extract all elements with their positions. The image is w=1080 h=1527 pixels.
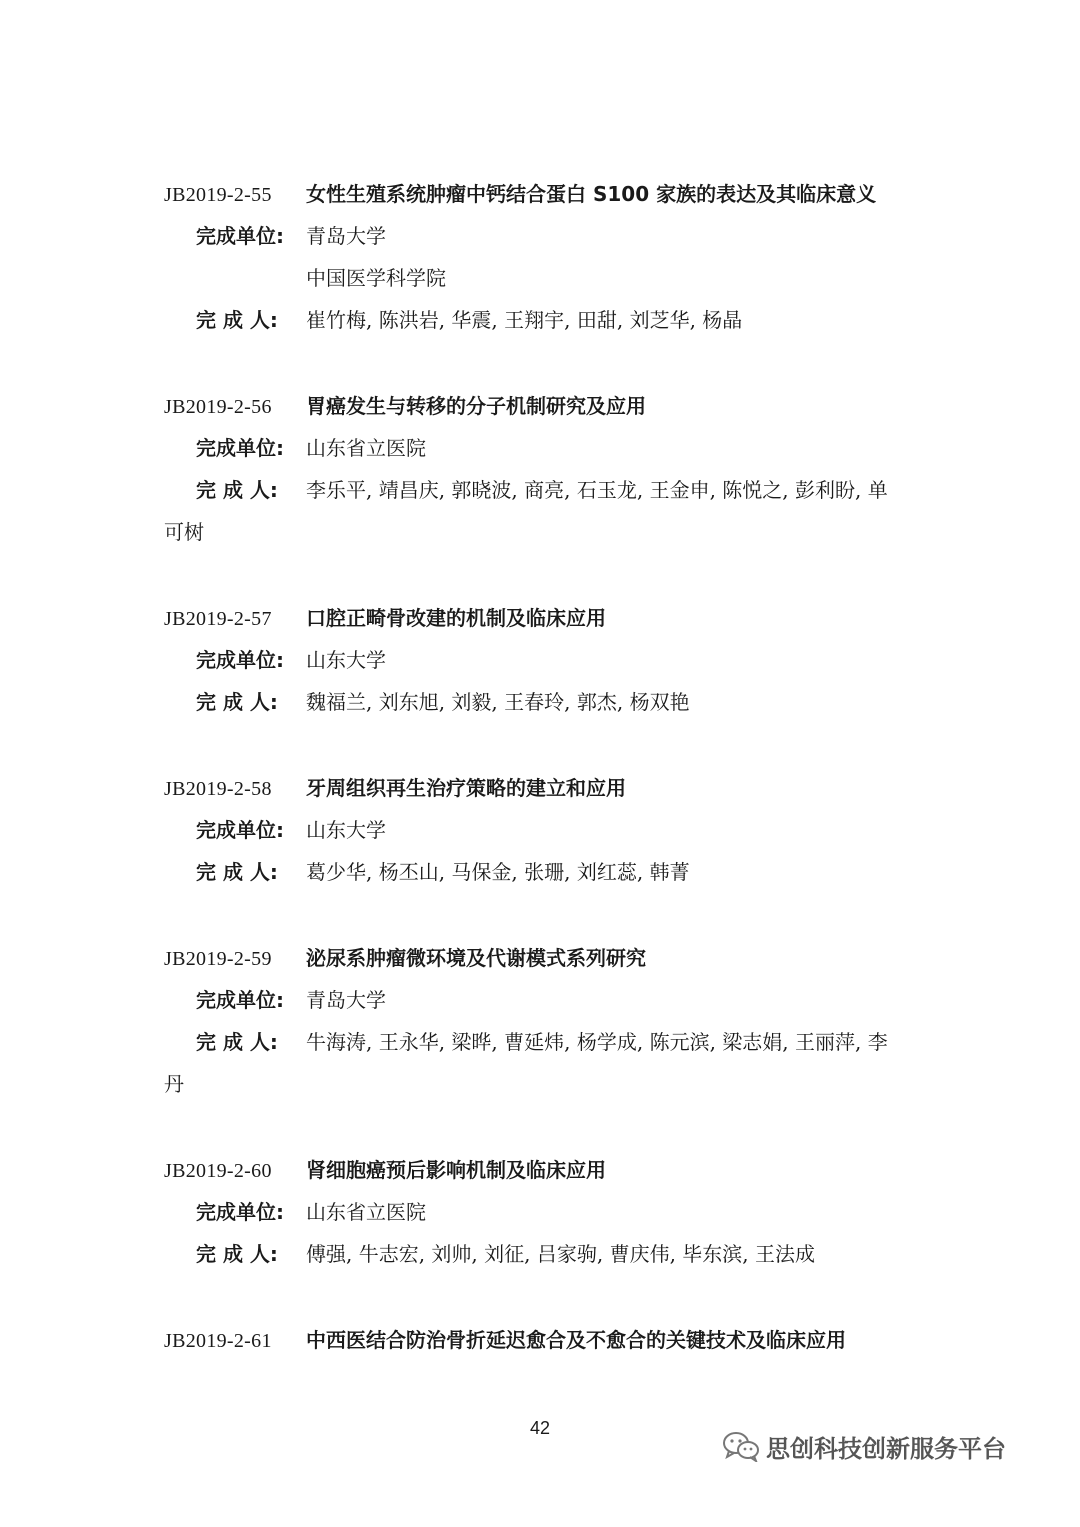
unit-label: 完成单位: [196, 224, 284, 248]
people-row [164, 851, 924, 893]
people-row-cont [164, 1063, 924, 1105]
entry-jb2019-2-57 [164, 597, 924, 723]
entry-heading [164, 1149, 924, 1191]
people-row [164, 469, 924, 511]
unit-label: 完成单位: [196, 1200, 284, 1224]
people-value-cont: 可树 [164, 520, 204, 544]
entry-jb2019-2-60 [164, 1149, 924, 1275]
entry-heading [164, 937, 924, 979]
unit-row [164, 427, 924, 469]
entry-title: 女性生殖系统肿瘤中钙结合蛋白 S100 家族的表达及其临床意义 [306, 182, 877, 206]
entry-title: 牙周组织再生治疗策略的建立和应用 [306, 776, 626, 800]
unit-row [164, 1191, 924, 1233]
unit-value: 中国医学科学院 [306, 266, 446, 290]
unit-value: 山东省立医院 [306, 1200, 426, 1224]
unit-row [164, 979, 924, 1021]
people-value: 李乐平, 靖昌庆, 郭晓波, 商亮, 石玉龙, 王金申, 陈悦之, 彭利盼, 单 [306, 478, 888, 502]
entry-title: 口腔正畸骨改建的机制及临床应用 [306, 606, 606, 630]
people-row [164, 1021, 924, 1063]
entry-heading [164, 385, 924, 427]
entry-code: JB2019-2-59 [164, 948, 272, 970]
unit-value: 山东大学 [306, 818, 386, 842]
entry-code: JB2019-2-58 [164, 778, 272, 800]
entry-title: 中西医结合防治骨折延迟愈合及不愈合的关键技术及临床应用 [306, 1328, 846, 1352]
unit-row [164, 809, 924, 851]
entry-heading [164, 1319, 924, 1361]
people-value: 葛少华, 杨丕山, 马保金, 张珊, 刘红蕊, 韩菁 [306, 860, 690, 884]
entry-jb2019-2-58 [164, 767, 924, 893]
unit-label: 完成单位: [196, 988, 284, 1012]
entry-jb2019-2-59 [164, 937, 924, 1105]
entry-title: 泌尿系肿瘤微环境及代谢模式系列研究 [306, 946, 646, 970]
people-label: 完 成 人: [196, 1242, 278, 1266]
entry-heading [164, 173, 924, 215]
entry-heading [164, 767, 924, 809]
page-number: 42 [529, 1418, 551, 1438]
unit-label: 完成单位: [196, 436, 284, 460]
watermark-text: 思创科技创新服务平台 [766, 1434, 1006, 1463]
entry-heading [164, 597, 924, 639]
entry-jb2019-2-61 [164, 1319, 924, 1361]
people-value: 傅强, 牛志宏, 刘帅, 刘征, 吕家驹, 曹庆伟, 毕东滨, 王法成 [306, 1242, 816, 1266]
people-value: 崔竹梅, 陈洪岩, 华震, 王翔宇, 田甜, 刘芝华, 杨晶 [306, 308, 743, 332]
people-value: 牛海涛, 王永华, 梁晔, 曹延炜, 杨学成, 陈元滨, 梁志娟, 王丽萍, 李 [306, 1030, 888, 1054]
entry-code: JB2019-2-55 [164, 184, 272, 206]
people-row [164, 1233, 924, 1275]
watermark [722, 1426, 1006, 1466]
unit-row [164, 639, 924, 681]
unit-label: 完成单位: [196, 648, 284, 672]
people-label: 完 成 人: [196, 1030, 278, 1054]
people-value: 魏福兰, 刘东旭, 刘毅, 王春玲, 郭杰, 杨双艳 [306, 690, 690, 714]
wechat-icon [722, 1430, 760, 1462]
people-row [164, 299, 924, 341]
unit-value: 山东大学 [306, 648, 386, 672]
entry-title: 胃癌发生与转移的分子机制研究及应用 [306, 394, 646, 418]
entry-title: 肾细胞癌预后影响机制及临床应用 [306, 1158, 606, 1182]
people-row [164, 681, 924, 723]
unit-value: 青岛大学 [306, 988, 386, 1012]
people-row-cont [164, 511, 924, 553]
unit-row [164, 215, 924, 257]
unit-value: 山东省立医院 [306, 436, 426, 460]
people-value-cont: 丹 [164, 1072, 184, 1096]
people-label: 完 成 人: [196, 860, 278, 884]
unit-value: 青岛大学 [306, 224, 386, 248]
entry-code: JB2019-2-56 [164, 396, 272, 418]
entry-code: JB2019-2-61 [164, 1330, 272, 1352]
people-label: 完 成 人: [196, 478, 278, 502]
people-label: 完 成 人: [196, 308, 278, 332]
entry-code: JB2019-2-57 [164, 608, 272, 630]
people-label: 完 成 人: [196, 690, 278, 714]
entry-code: JB2019-2-60 [164, 1160, 272, 1182]
entry-jb2019-2-56 [164, 385, 924, 553]
entry-jb2019-2-55 [164, 173, 924, 341]
unit-label: 完成单位: [196, 818, 284, 842]
unit-row-cont [164, 257, 924, 299]
